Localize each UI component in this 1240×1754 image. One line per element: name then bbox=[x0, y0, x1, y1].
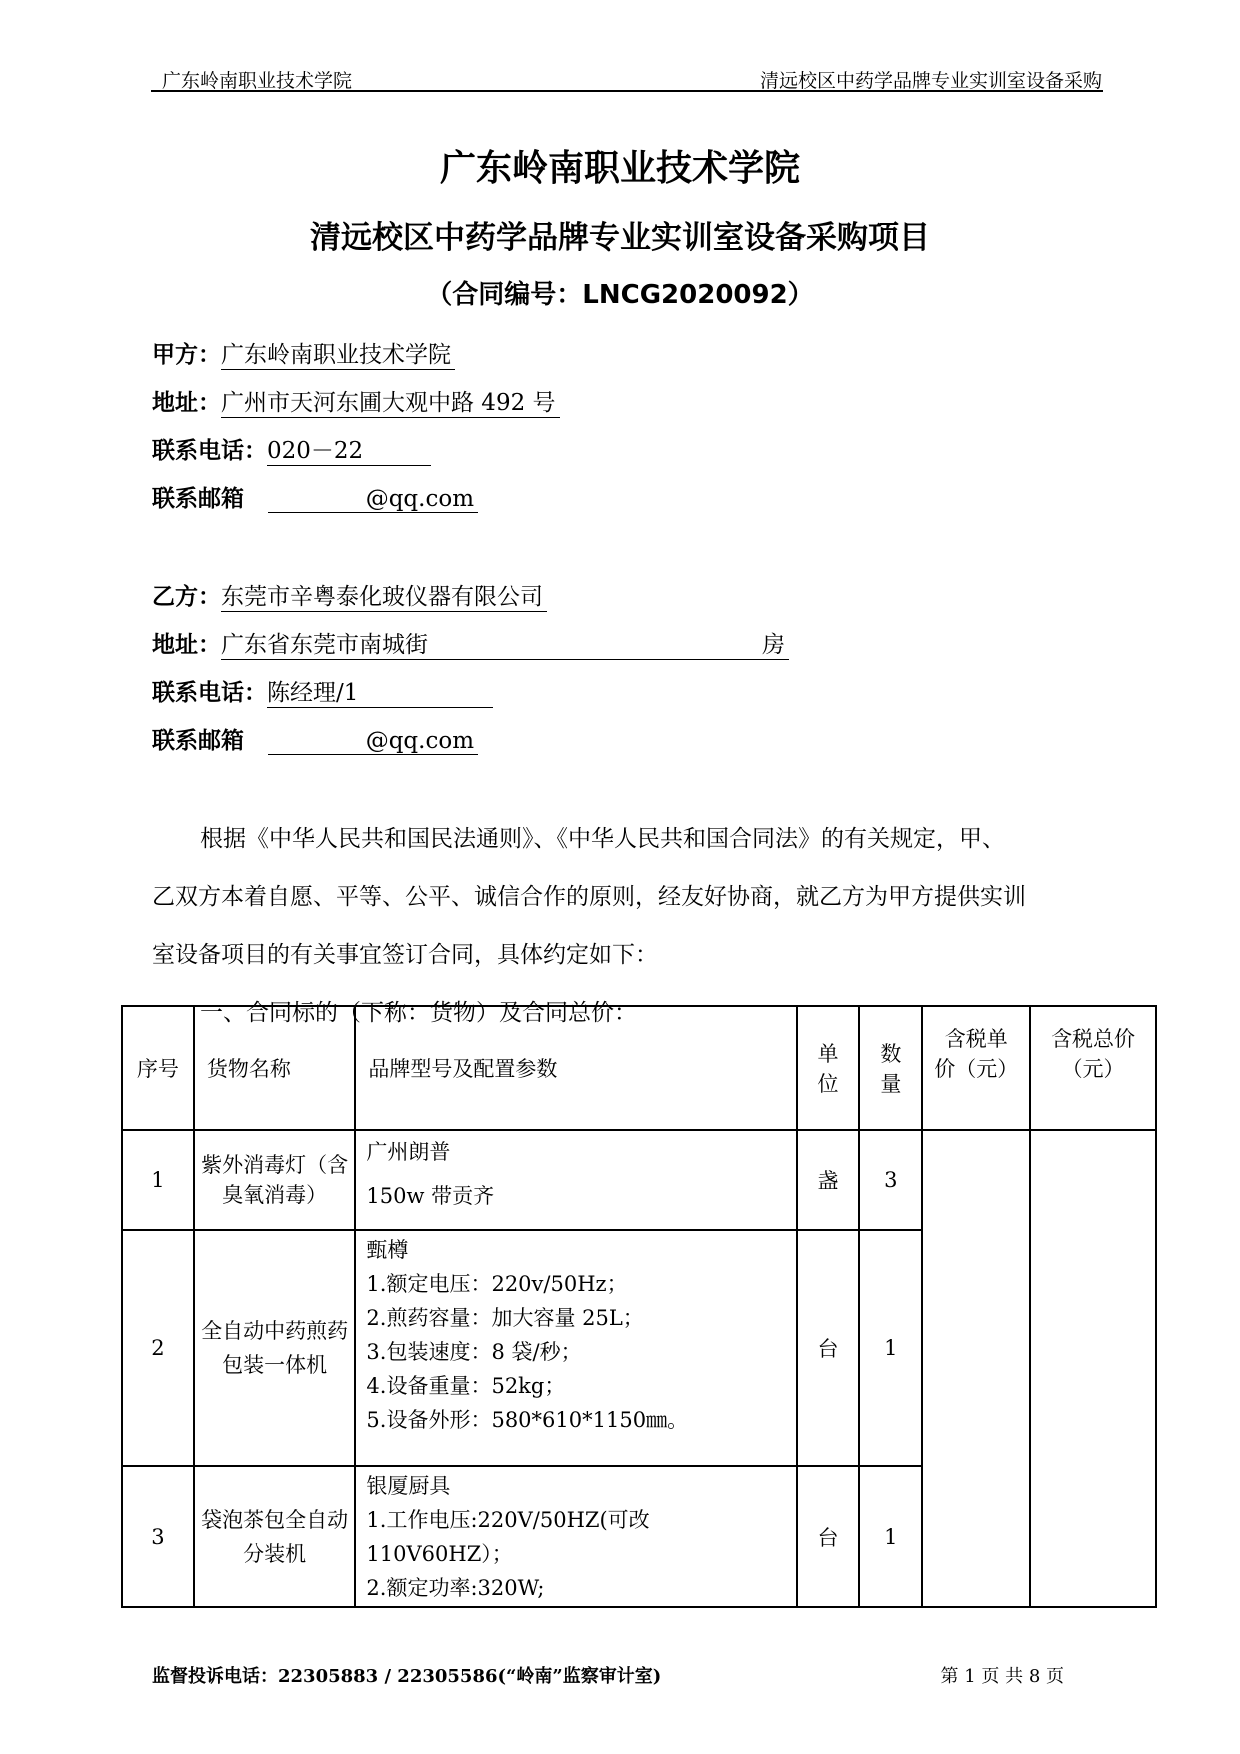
row-1-no: 1 bbox=[122, 1130, 194, 1230]
row-3-unit: 台 bbox=[797, 1466, 860, 1607]
row-2-no: 2 bbox=[122, 1230, 194, 1466]
party-b-name-label: 乙方： bbox=[152, 584, 221, 610]
row-1-unit-price bbox=[922, 1130, 1030, 1230]
party-a-phone-value: 020－22 bbox=[267, 432, 431, 466]
row-3-total-price bbox=[1030, 1466, 1156, 1607]
preamble-line-2: 乙双方本着自愿、平等、公平、诚信合作的原则，经友好协商，就乙方为甲方提供实训 bbox=[152, 884, 1026, 910]
footer-page-number: 第 1 页 共 8 页 bbox=[940, 1666, 1064, 1687]
row-1-spec: 广州朗普 150w 带贡齐 bbox=[355, 1130, 796, 1230]
party-b-address-value: 广东省东莞市南城街 bbox=[221, 632, 428, 658]
row-2-qty: 1 bbox=[859, 1230, 922, 1466]
party-a-phone-label: 联系电话： bbox=[152, 438, 267, 464]
row-2-unit-price bbox=[922, 1230, 1030, 1466]
row-2-name: 全自动中药煎药包装一体机 bbox=[194, 1230, 356, 1466]
section-1-heading: 一、合同标的（下称：货物）及合同总价： bbox=[200, 1000, 637, 1026]
party-b-email-label: 联系邮箱 bbox=[152, 728, 244, 754]
party-a-address bbox=[152, 384, 560, 418]
row-3-no: 3 bbox=[122, 1466, 194, 1607]
col-header-total-price: 含税总价 （元） bbox=[1030, 1006, 1156, 1130]
row-3-qty: 1 bbox=[859, 1466, 922, 1607]
row-2-total-price bbox=[1030, 1230, 1156, 1466]
preamble-line-3: 室设备项目的有关事宜签订合同，具体约定如下： bbox=[152, 942, 658, 968]
header-divider bbox=[151, 90, 1103, 92]
col-header-unit: 单 位 bbox=[797, 1006, 860, 1130]
col-header-name: 货物名称 bbox=[194, 1006, 356, 1130]
party-b-name-value: 东莞市辛粤泰化玻仪器有限公司 bbox=[221, 578, 547, 612]
row-1-unit: 盏 bbox=[797, 1130, 860, 1230]
title-project: 清远校区中药学品牌专业实训室设备采购项目 bbox=[310, 220, 930, 256]
party-b-name bbox=[152, 578, 547, 612]
row-1-total-price bbox=[1030, 1130, 1156, 1230]
table-row bbox=[122, 1130, 1156, 1230]
footer-complaint-phone: 监督投诉电话：22305883 / 22305586(“岭南”监察审计室) bbox=[152, 1666, 662, 1687]
party-a-address-label: 地址： bbox=[152, 390, 221, 416]
col-header-qty: 数 量 bbox=[859, 1006, 922, 1130]
title-contract-no: （合同编号：LNCG2020092） bbox=[426, 280, 814, 310]
party-b-email bbox=[152, 722, 478, 755]
party-a-name-label: 甲方： bbox=[152, 342, 221, 368]
header-left: 广东岭南职业技术学院 bbox=[162, 70, 353, 92]
party-a-name bbox=[152, 336, 455, 370]
row-3-name: 袋泡茶包全自动分装机 bbox=[194, 1466, 356, 1607]
party-b-address-label: 地址： bbox=[152, 632, 221, 658]
row-1-qty: 3 bbox=[859, 1130, 922, 1230]
party-a-phone bbox=[152, 432, 431, 466]
table-row bbox=[122, 1230, 1156, 1466]
row-1-name: 紫外消毒灯（含臭氧消毒） bbox=[194, 1130, 356, 1230]
header-right: 清远校区中药学品牌专业实训室设备采购 bbox=[759, 70, 1102, 92]
party-a-address-value: 广州市天河东圃大观中路 492 号 bbox=[221, 384, 560, 418]
party-b-address bbox=[152, 626, 789, 660]
party-a-name-value: 广东岭南职业技术学院 bbox=[221, 336, 455, 370]
table-row bbox=[122, 1466, 1156, 1607]
table-header-row bbox=[122, 1006, 1156, 1130]
row-2-unit: 台 bbox=[797, 1230, 860, 1466]
party-a-email-value: @qq.com bbox=[268, 486, 478, 513]
party-b-phone-value: 陈经理/1 bbox=[267, 674, 493, 708]
row-2-spec: 甄樽 1.额定电压：220v/50Hz； 2.煎药容量：加大容量 25L； 3.包装速度：8 袋/秒； 4.设备重量：52kg； 5.设备外形：580*610*1150㎜。 bbox=[355, 1230, 796, 1466]
party-a-email bbox=[152, 480, 478, 513]
col-header-no: 序号 bbox=[122, 1006, 194, 1130]
goods-table bbox=[121, 1005, 1157, 1608]
party-b-address-suffix: 房 bbox=[762, 632, 785, 658]
col-header-unit-price: 含税单 价（元） bbox=[922, 1006, 1030, 1130]
party-a-email-label: 联系邮箱 bbox=[152, 486, 244, 512]
preamble-line-1: 根据《中华人民共和国民法通则》、《中华人民共和国合同法》的有关规定，甲、 bbox=[200, 826, 1005, 852]
party-b-phone-label: 联系电话： bbox=[152, 680, 267, 706]
col-header-spec: 品牌型号及配置参数 bbox=[355, 1006, 796, 1130]
party-b-phone bbox=[152, 674, 493, 708]
party-b-address-field bbox=[221, 626, 789, 660]
row-3-spec: 银厦厨具 1.工作电压:220V/50HZ(可改 110V60HZ）； 2.额定功率:320W; bbox=[355, 1466, 796, 1607]
party-b-email-value: @qq.com bbox=[268, 728, 478, 755]
row-3-unit-price bbox=[922, 1466, 1030, 1607]
title-school: 广东岭南职业技术学院 bbox=[439, 148, 800, 189]
